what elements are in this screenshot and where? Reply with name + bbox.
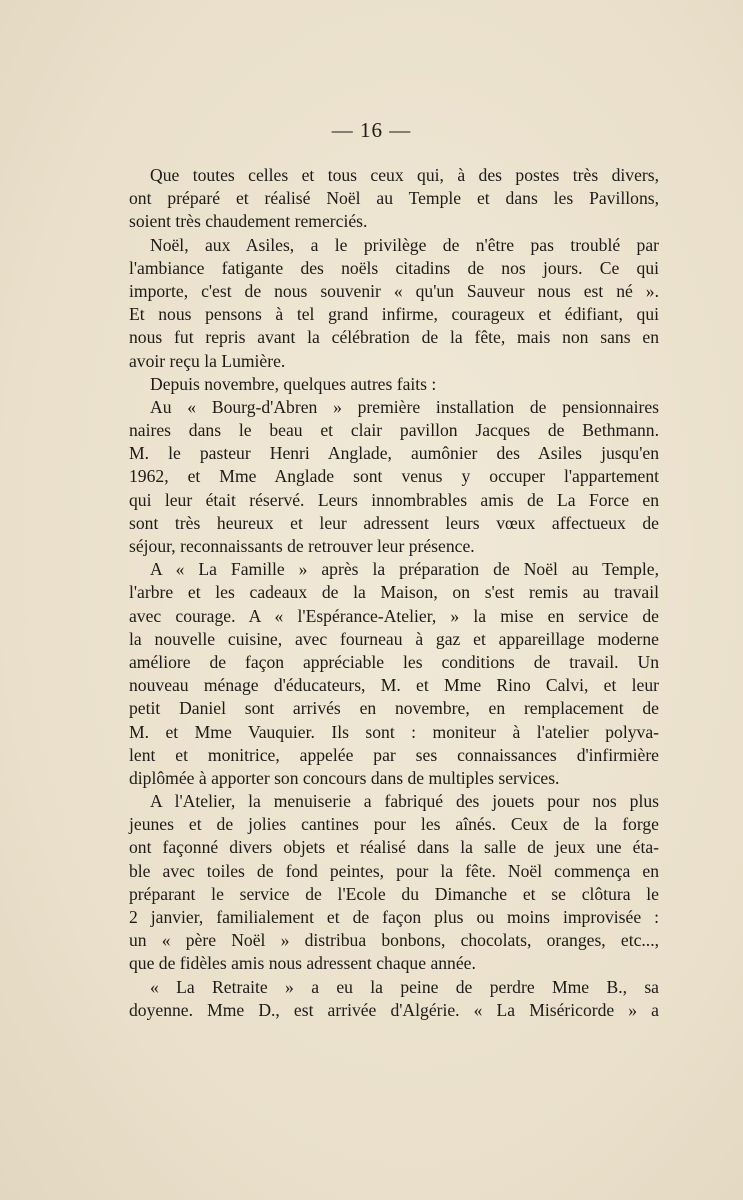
text-line: M. le pasteur Henri Anglade, aumônier des Asiles jusqu'en [129, 443, 659, 464]
text-line: l'ambiance fatigante des noëls citadins de nos jours. Ce qui [129, 257, 659, 278]
text-line: qui leur était réservé. Leurs innombrables amis de La Force en [129, 489, 659, 510]
page-number: — 16 — [331, 118, 412, 142]
text-line: Que toutes celles et tous ceux qui, à des postes très divers, [150, 165, 659, 185]
text-line: soient très chaudement remerciés. [129, 211, 368, 232]
text-line: Depuis novembre, quelques autres faits : [150, 373, 437, 394]
text-line: M. et Mme Vauquier. Ils sont : moniteur à l'atelier polyva- [129, 721, 659, 742]
text-line: ont façonné divers objets et réalisé dans la salle de jeux une éta- [129, 837, 659, 858]
text-line: l'arbre et les cadeaux de la Maison, on s'est remis au travail [129, 582, 659, 603]
text-line: séjour, reconnaissants de retrouver leur présence. [129, 536, 475, 556]
text-line: importe, c'est de nous souvenir « qu'un Sauveur nous est né ». [129, 280, 659, 301]
body-text [129, 164, 659, 1022]
text-line: que de fidèles amis nous adressent chaque année. [129, 953, 476, 974]
text-line: préparant le service de l'Ecole du Dimanche et se clôtura le [129, 883, 659, 904]
text-line: 1962, et Mme Anglade sont venus y occuper l'appartement [129, 466, 659, 487]
text-line: nous fut repris avant la célébration de la fête, mais non sans en [129, 327, 659, 348]
text-line: jeunes et de jolies cantines pour les aînés. Ceux de la forge [129, 814, 659, 835]
text-line: diplômée à apporter son concours dans de multiples services. [129, 767, 560, 788]
text-line: un « père Noël » distribua bonbons, chocolats, oranges, etc..., [129, 930, 659, 951]
text-line: sont très heureux et leur adressent leurs vœux affectueux de [129, 512, 659, 533]
text-line: naires dans le beau et clair pavillon Jacques de Bethmann. [129, 420, 659, 441]
text-line: améliore de façon appréciable les conditions de travail. Un [129, 651, 659, 672]
text-line: avec courage. A « l'Espérance-Atelier, » la mise en service de [129, 605, 659, 626]
text-line: ble avec toiles de fond peintes, pour la fête. Noël commença en [129, 860, 659, 881]
text-line: Et nous pensons à tel grand infirme, courageux et édifiant, qui [129, 304, 659, 325]
text-line: nouveau ménage d'éducateurs, M. et Mme Rino Calvi, et leur [129, 675, 659, 696]
text-line: avoir reçu la Lumière. [129, 350, 286, 371]
text-line: A l'Atelier, la menuiserie a fabriqué des jouets pour nos plus [150, 791, 659, 812]
text-line: A « La Famille » après la préparation de Noël au Temple, [150, 559, 659, 580]
text-line: lent et monitrice, appelée par ses connaissances d'infirmière [129, 744, 659, 765]
text-line: « La Retraite » a eu la peine de perdre Mme B., sa [150, 976, 659, 997]
text-line: la nouvelle cuisine, avec fourneau à gaz et appareillage moderne [129, 628, 659, 649]
text-line: Au « Bourg-d'Abren » première installation de pensionnaires [150, 396, 659, 417]
text-line: Noël, aux Asiles, a le privilège de n'être pas troublé par [150, 234, 659, 255]
text-line: doyenne. Mme D., est arrivée d'Algérie. « La Miséricorde » a [129, 999, 659, 1020]
text-line: 2 janvier, familialement et de façon plus ou moins improvisée : [129, 907, 659, 927]
text-line: ont préparé et réalisé Noël au Temple et dans les Pavillons, [129, 188, 659, 209]
text-line: petit Daniel sont arrivés en novembre, en remplacement de [129, 698, 659, 719]
